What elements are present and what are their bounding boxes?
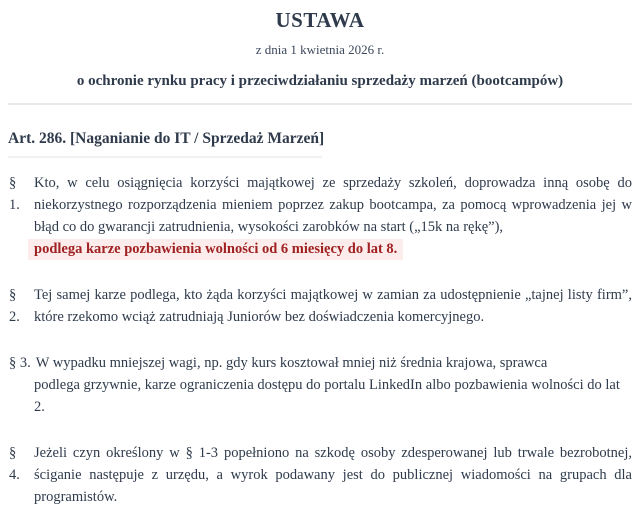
paragraph-text: Jeżeli czyn określony w § 1-3 popełniono na szkodę osoby zdesperowanej lub trwale bezrobotnej, ściganie następuje z urzędu, a wyrok podawany jest do publicznej wiadomości na grupach dla programistów. (34, 445, 632, 505)
paragraph-text-line2: podlega grzywnie, karze ograniczenia dostępu do portalu LinkedIn albo pozbawienia wolności do lat 2. (34, 377, 620, 415)
document-date: z dnia 1 kwietnia 2026 r. (255, 42, 385, 57)
paragraph-marker: § 3. (9, 355, 31, 371)
statute-paragraph-1 (8, 172, 632, 260)
paragraph-marker: § 1. (9, 175, 20, 213)
statute-paragraph-4 (8, 442, 632, 508)
document-subtitle: o ochronie rynku pracy i przeciwdziałaniu sprzedaży marzeń (bootcampów) (76, 73, 564, 89)
paragraph-marker: § 2. (9, 287, 20, 325)
paragraph-text: Tej samej karze podlega, kto żąda korzyści majątkowej w zamian za udostępnienie „tajnej listy firm”, które rzekomo wciąż zatrudniają Juniorów bez doświadczenia komercyjnego. (34, 287, 632, 325)
article-heading-divider (8, 156, 322, 158)
paragraph-text-line1: W wypadku mniejszej wagi, np. gdy kurs kosztował mniej niż średnia krajowa, sprawca (35, 355, 548, 371)
statute-paragraph-2 (8, 284, 632, 328)
document-title: USTAWA (275, 8, 365, 32)
statute-paragraph-list (8, 172, 632, 508)
article-heading: Art. 286. [Naganianie do IT / Sprzedaż Marzeń] (8, 130, 325, 147)
document-page (0, 8, 640, 508)
statute-paragraph-3 (8, 352, 632, 418)
header-divider (8, 103, 632, 105)
penalty-highlight: podlega karze pozbawienia wolności od 6 miesięcy do lat 8. (28, 239, 403, 260)
paragraph-marker: § 4. (9, 445, 20, 483)
penalty-sentence (34, 238, 632, 260)
paragraph-text: Kto, w celu osiągnięcia korzyści majątkowej ze sprzedaży szkoleń, doprowadza inną osobę do niekorzystnego rozporządzenia mieniem poprzez zakup bootcampa, za pomocą wprowadzenia jej w błąd co do gwarancji zatrudnienia, wysokości zarobków na start („15k na rękę”), (34, 175, 632, 235)
